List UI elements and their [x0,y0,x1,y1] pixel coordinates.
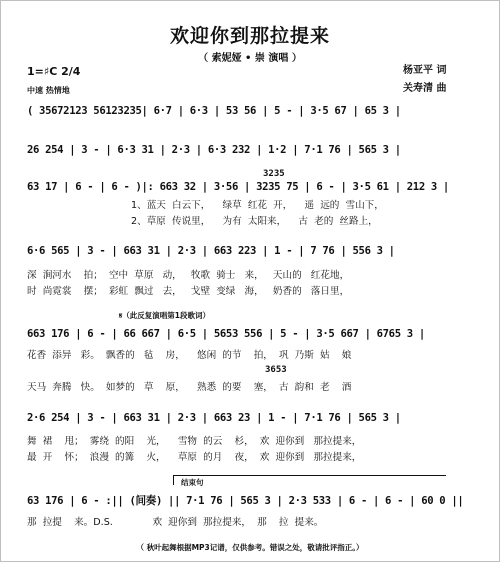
coda-label: 结束句 [181,478,204,487]
lyric-line-5-verse-2: 天马 奔腾 快。 如梦的 草 原， 熟悉 的要 塞， 古 韵和 老 酒 [27,382,352,393]
performer-line: （ 索妮娅 • 崇 演唱 ） [198,53,302,64]
lyric-line-3-verse-2: 2、草原 传说里， 为有 太阳来， 古 老的 丝路上， [131,216,378,227]
lyric-line-4-verse-1: 深 涧河水 拍； 空中 草原 动， 牧歌 骑士 来， 天山的 红花地， [27,270,350,281]
alternate-notes-2: 3653 [265,365,287,375]
segno-annotation: 𝄋（此反复演唱第1段歌词） [119,311,210,320]
notation-line-3: 63 17 | 6 - | 6 - )|: 663 32 | 3·56 | 3235 75 | 6 - | 3·5 61 | 212 3 | [27,181,449,193]
lyric-line-6-verse-2: 最 开 怀； 浪漫 的篝 火， 草原 的月 夜， 欢 迎你到 那拉提来， [27,452,362,463]
lyric-line-6-verse-1: 舞 裙 甩； 雾绕 的阳 光， 雪物 的云 杉， 欢 迎你到 那拉提来， [27,436,362,447]
lyricist-credit: 杨亚平 词 [403,65,447,76]
lyric-line-3-verse-1: 1、蓝天 白云下， 绿草 红花 开， 遥 远的 雪山下， [131,200,384,211]
notation-line-1: ( 35672123 56123235| 6·7 | 6·3 | 53 56 | 5 - | 3·5 67 | 65 3 | [27,105,401,117]
notation-line-2: 26 254 | 3 - | 6·3 31 | 2·3 | 6·3 232 | 1·2 | 7·1 76 | 565 3 | [27,144,401,156]
coda-bracket [173,475,446,485]
composer-credit: 关寿清 曲 [403,83,447,94]
notation-line-6: 2·6 254 | 3 - | 663 31 | 2·3 | 663 23 | 1 - | 7·1 76 | 565 3 | [27,412,401,424]
notation-line-5: 663 176 | 6 - | 66 667 | 6·5 | 5653 556 | 5 - | 3·5 667 | 6765 3 | [27,328,425,340]
song-title: 欢迎你到那拉提来 [169,25,330,47]
alternate-notes: 3235 [263,169,285,179]
notation-line-7: 63 176 | 6 - :|| (间奏) || 7·1 76 | 565 3 | 2·3 533 | 6 - | 6 - | 60 0 || [27,495,464,507]
lyric-line-7: 那 拉提 来。D.S. 欢 迎你到 那拉提来， 那 拉 提来。 [27,517,324,528]
lyric-line-5-verse-1: 花香 添异 彩。 飘香的 毡 房， 悠闲 的节 拍， 巩 乃斯 姑 娘 [27,350,352,361]
footer-note: （ 秋叶起舞根据MP3记谱，仅供参考。错误之处，敬请批评指正。） [136,543,364,552]
lyric-line-4-verse-2: 时 尚霓裳 摆； 彩虹 飘过 去， 戈壁 变绿 海， 奶香的 落日里， [27,286,350,297]
notation-line-4: 6·6 565 | 3 - | 663 31 | 2·3 | 663 223 | 1 - | 7 76 | 556 3 | [27,245,395,257]
key-signature: 1=♯C 2/4 [27,65,81,78]
tempo-marking: 中速 热情地 [27,86,70,95]
